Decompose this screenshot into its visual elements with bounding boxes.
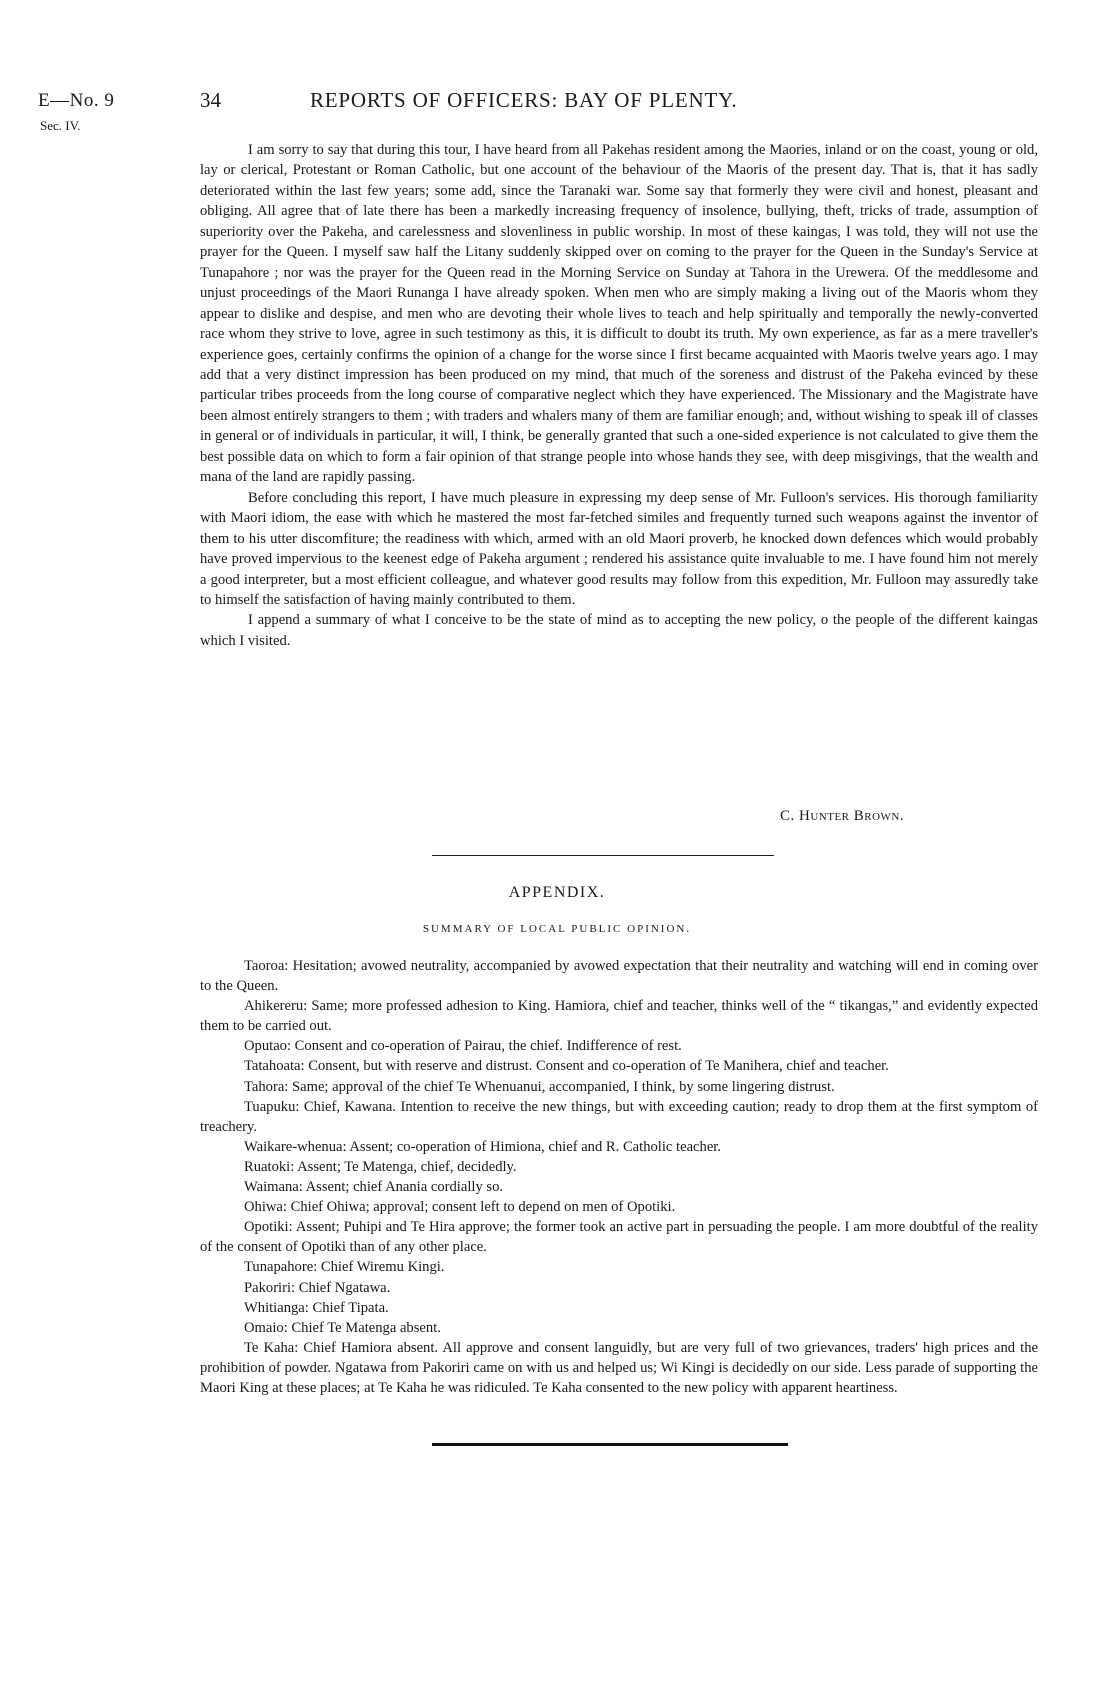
report-paragraph: I am sorry to say that during this tour, I have heard from all Pakehas resident among the Maories, inland or on the coast, young or old, lay or clerical, Protestant or Roman Catholic, but one account of the behaviour of the Maoris of the present day. That is, that it has sadly deteriorated within the last few years; some add, since the Taranaki war. Some say that formerly they were civil and honest, pleasant and obliging. All agree that of late there has been a markedly increasing frequency of insolence, bullying, theft, tricks of trade, assumption of superiority over the Pakeha, and carelessness and slovenliness in public worship. In most of these kaingas, I was told, they will not use the prayer for the Queen. I myself saw half the Litany suddenly skipped over on coming to the prayer for the Queen in the Sunday's Service at Tunapahore ; nor was the prayer for the Queen read in the Morning Service on Sunday at Tahora in the Urewera. Of the meddlesome and unjust proceedings of the Maori Runanga I have already spoken. When men who are simply making a living out of the Maoris whom they appear to dislike and despise, and men who are devoting their whole lives to teach and help spiritually and temporally the newly-converted race whom they strive to love, agree in such testimony as this, it is difficult to doubt its truth. My own experience, as far as a mere traveller's experience goes, certainly confirms the opinion of a change for the worse since I first became acquainted with Maoris twelve years ago. I may add that a very distinct impression has been produced on my mind, that much of the soreness and distrust of the Pakeha evinced by these particular tribes proceeds from the long course of comparative neglect which they have experienced. The Missionary and the Magistrate have been almost entirely strangers to them ; with traders and whalers many of them are familiar enough; and, without wishing to speak ill of classes in general or of individuals in particular, it will, I think, be generally granted that such a one-sided experience is not calculated to give them the best possible data on which to form a fair opinion of that strange people into whose hands they see, with deep misgivings, that the wealth and mana of the land are rapidly passing.: [200, 142, 1038, 486]
appendix-entry: Whitianga: Chief Tipata.: [244, 1299, 389, 1316]
appendix-subtitle: SUMMARY OF LOCAL PUBLIC OPINION.: [422, 923, 692, 935]
appendix-entry: Ohiwa: Chief Ohiwa; approval; consent left to depend on men of Opotiki.: [244, 1199, 676, 1216]
report-paragraph: Before concluding this report, I have much pleasure in expressing my deep sense of Mr. Fulloon's services. His thorough familiarity with Maori idiom, the ease with which he mastered the most far-fetched similes and frequently turned such weapons against the inventor of them to his utter discomfiture; the readiness with which, armed with an old Maori proverb, he knocked down defences which would probably have proved impervious to the keenest edge of Pakeha argument ; rendered his assistance quite invaluable to me. I have found him not merely a good interpreter, but a most efficient colleague, and whatever good results may follow from this expedition, Mr. Fulloon may assuredly take to himself the satisfaction of having mainly contributed to them.: [200, 489, 1038, 608]
appendix-entry: Te Kaha: Chief Hamiora absent. All approve and consent languidly, but are very full of two grievances, traders' high prices and the prohibition of powder. Ngatawa from Pakoriri came on with us and helped us; Wi Kingi is decidedly on our side. Less parade of supporting the Maori King at these places; at Te Kaha he was ridiculed. Te Kaha consented to the new policy with apparent heartiness.: [200, 1339, 1038, 1396]
appendix-entry: Taoroa: Hesitation; avowed neutrality, accompanied by avowed expectation that their neutrality and watching will end in coming over to the Queen.: [200, 958, 1038, 995]
appendix-entry: Opotiki: Assent; Puhipi and Te Hira approve; the former took an active part in persuading the people. I am more doubtful of the reality of the consent of Opotiki than of any other place.: [200, 1219, 1038, 1256]
appendix-entry: Oputao: Consent and co-operation of Pairau, the chief. Indifference of rest.: [244, 1038, 682, 1055]
report-body: [200, 140, 1038, 651]
report-paragraph: I append a summary of what I conceive to be the state of mind as to accepting the new policy, o the people of the different kaingas which I visited.: [200, 612, 1038, 649]
appendix-title: APPENDIX.: [508, 884, 606, 901]
appendix-entry: Tatahoata: Consent, but with reserve and distrust. Consent and co-operation of Te Manihera, chief and teacher.: [244, 1058, 889, 1075]
appendix-body: [200, 956, 1038, 1398]
appendix-entry: Tuapuku: Chief, Kawana. Intention to receive the new things, but with exceeding caution; ready to drop them at the first symptom of treachery.: [200, 1098, 1038, 1135]
appendix-entry: Tunapahore: Chief Wiremu Kingi.: [244, 1259, 445, 1276]
end-rule: [432, 1443, 788, 1446]
running-title: REPORTS OF OFFICERS: BAY OF PLENTY.: [310, 88, 738, 112]
signature: C. Hunter Brown.: [780, 808, 905, 824]
section-rule: [432, 855, 774, 856]
appendix-entry: Ruatoki: Assent; Te Matenga, chief, decidedly.: [244, 1158, 517, 1175]
appendix-entry: Ahikereru: Same; more professed adhesion to King. Hamiora, chief and teacher, thinks well of the “ tikangas,” and evidently expected them to be carried out.: [200, 998, 1038, 1035]
appendix-entry: Waimana: Assent; chief Anania cordially so.: [244, 1179, 504, 1196]
margin-reference: E—No. 9: [38, 90, 115, 111]
page-number: 34: [200, 88, 221, 112]
appendix-entry: Waikare-whenua: Assent; co-operation of Himiona, chief and R. Catholic teacher.: [244, 1138, 722, 1155]
appendix-entry: Pakoriri: Chief Ngatawa.: [244, 1279, 391, 1296]
appendix-entry: Omaio: Chief Te Matenga absent.: [244, 1319, 441, 1336]
appendix-entry: Tahora: Same; approval of the chief Te Whenuanui, accompanied, I think, by some lingering distrust.: [244, 1078, 835, 1095]
margin-section: Sec. IV.: [40, 118, 81, 133]
